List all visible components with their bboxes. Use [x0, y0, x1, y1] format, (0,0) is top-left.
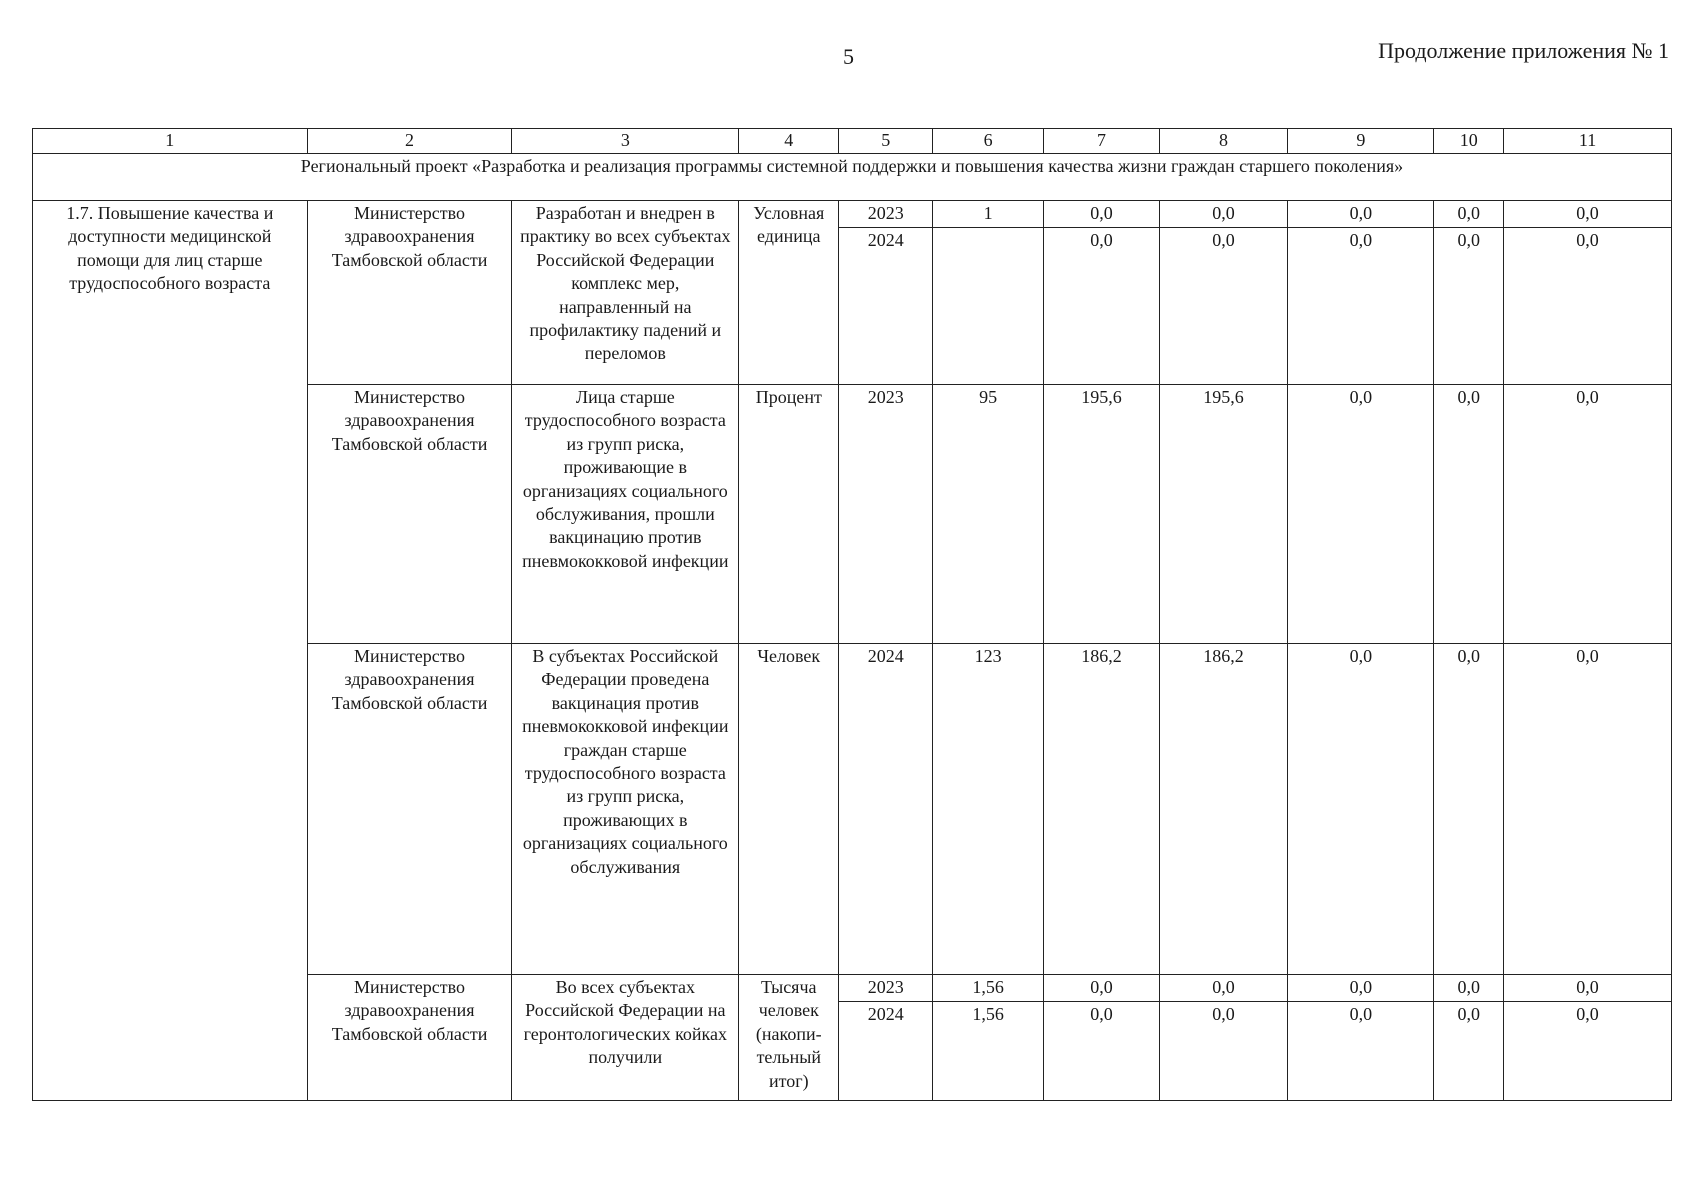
result-cell: В субъектах Российской Федерации проведена вакцинация против пневмококковой инфекции граждан старше трудоспособного возраста из групп риска, проживающих в организациях социального обслуживания	[512, 644, 739, 975]
executor-cell: Министерство здравоохранения Тамбовской области	[307, 644, 512, 975]
column-header: 10	[1434, 129, 1504, 154]
value-cell: 0,0	[1434, 644, 1504, 975]
column-header: 3	[512, 129, 739, 154]
activity-cell: 1.7. Повышение качества и доступности медицинской помощи для лиц старше трудоспособного возраста	[33, 201, 308, 1101]
unit-cell: Человек	[739, 644, 839, 975]
project-title: Региональный проект «Разработка и реализация программы системной поддержки и повышения качества жизни граждан старшего поколения»	[33, 154, 1672, 201]
value-cell: 0,0	[1159, 228, 1288, 385]
result-cell: Во всех субъектах Российской Федерации на геронтологических койках получили	[512, 975, 739, 1101]
value-cell: 0,0	[1044, 228, 1160, 385]
value-cell: 186,2	[1159, 644, 1288, 975]
value-cell: 0,0	[1434, 385, 1504, 644]
column-header: 1	[33, 129, 308, 154]
value-cell: 0,0	[1288, 644, 1434, 975]
year-cell: 2023	[839, 201, 933, 228]
continuation-title: Продолжение приложения № 1	[1378, 38, 1669, 63]
unit-cell: Условная единица	[739, 201, 839, 385]
value-cell: 0,0	[1044, 201, 1160, 228]
project-title-row	[33, 154, 1672, 201]
value-cell: 0,0	[1288, 975, 1434, 1002]
result-cell: Лица старше трудоспособного возраста из групп риска, проживающие в организациях социального обслуживания, прошли вакцинацию против пневмококковой инфекции	[512, 385, 739, 644]
value-cell	[933, 228, 1044, 385]
year-cell: 2023	[839, 385, 933, 644]
value-cell: 0,0	[1504, 385, 1672, 644]
value-cell: 0,0	[1434, 228, 1504, 385]
column-header: 8	[1159, 129, 1288, 154]
executor-cell: Министерство здравоохранения Тамбовской области	[307, 975, 512, 1101]
value-cell: 0,0	[1434, 975, 1504, 1002]
table-row	[33, 201, 1672, 228]
column-header: 6	[933, 129, 1044, 154]
value-cell: 0,0	[1434, 1002, 1504, 1101]
year-cell: 2024	[839, 644, 933, 975]
value-cell: 1,56	[933, 975, 1044, 1002]
value-cell: 0,0	[1504, 975, 1672, 1002]
year-cell: 2024	[839, 228, 933, 385]
value-cell: 95	[933, 385, 1044, 644]
value-cell: 123	[933, 644, 1044, 975]
value-cell: 0,0	[1504, 201, 1672, 228]
year-cell: 2023	[839, 975, 933, 1002]
value-cell: 0,0	[1288, 1002, 1434, 1101]
value-cell: 186,2	[1044, 644, 1160, 975]
column-header: 2	[307, 129, 512, 154]
value-cell: 1,56	[933, 1002, 1044, 1101]
value-cell: 0,0	[1504, 1002, 1672, 1101]
annex-table	[32, 128, 1672, 1101]
column-header: 7	[1044, 129, 1160, 154]
column-number-row	[33, 129, 1672, 154]
value-cell: 0,0	[1504, 644, 1672, 975]
column-header: 4	[739, 129, 839, 154]
value-cell: 195,6	[1044, 385, 1160, 644]
unit-cell: Тысяча человек (накопи-тельный итог)	[739, 975, 839, 1101]
value-cell: 0,0	[1159, 975, 1288, 1002]
result-cell: Разработан и внедрен в практику во всех субъектах Российской Федерации комплекс мер, направленный на профилактику падений и переломов	[512, 201, 739, 385]
page-number: 5	[843, 44, 854, 69]
value-cell: 195,6	[1159, 385, 1288, 644]
value-cell: 0,0	[1044, 1002, 1160, 1101]
executor-cell: Министерство здравоохранения Тамбовской области	[307, 201, 512, 385]
unit-cell: Процент	[739, 385, 839, 644]
value-cell: 0,0	[1159, 201, 1288, 228]
value-cell: 0,0	[1288, 201, 1434, 228]
value-cell: 0,0	[1434, 201, 1504, 228]
column-header: 5	[839, 129, 933, 154]
value-cell: 1	[933, 201, 1044, 228]
value-cell: 0,0	[1288, 385, 1434, 644]
value-cell: 0,0	[1288, 228, 1434, 385]
executor-cell: Министерство здравоохранения Тамбовской области	[307, 385, 512, 644]
year-cell: 2024	[839, 1002, 933, 1101]
column-header: 11	[1504, 129, 1672, 154]
value-cell: 0,0	[1504, 228, 1672, 385]
column-header: 9	[1288, 129, 1434, 154]
value-cell: 0,0	[1044, 975, 1160, 1002]
value-cell: 0,0	[1159, 1002, 1288, 1101]
